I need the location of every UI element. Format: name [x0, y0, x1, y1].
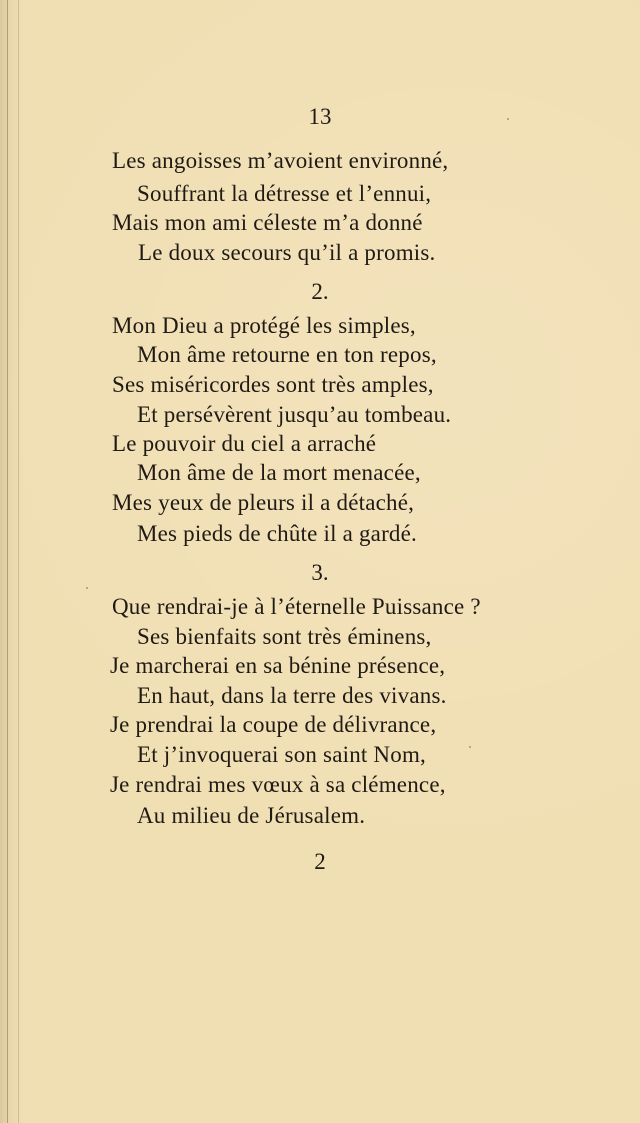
stanza-3-line-4: En haut, dans la terre des vivans.: [137, 683, 447, 708]
stanza-2-line-8: Mes pieds de chûte il a gardé.: [137, 521, 417, 546]
stanza-3-line-2: Ses bienfaits sont très éminens,: [137, 624, 432, 649]
stanza-2-line-4: Et persévèrent jusqu’au tombeau.: [137, 402, 452, 427]
stanza-1-line-2: Souffrant la détresse et l’ennui,: [137, 181, 432, 206]
stanza-3-line-6: Et j’invoquerai son saint Nom,: [137, 742, 426, 767]
stanza-2-line-3: Ses miséricordes sont très amples,: [112, 372, 434, 397]
signature-mark: 2: [314, 849, 326, 874]
stanza-2-line-2: Mon âme retourne en ton repos,: [137, 342, 437, 367]
stanza-3-line-8: Au milieu de Jérusalem.: [137, 803, 366, 828]
stanza-3-line-7: Je rendrai mes vœux à sa clémence,: [110, 772, 446, 797]
stanza-1-line-1: Les angoisses m’avoient environné,: [112, 148, 449, 173]
stanza-3-line-3: Je marcherai en sa bénine présence,: [110, 653, 446, 678]
stanza-2-number: 2.: [311, 279, 329, 304]
stanza-1-line-3: Mais mon ami céleste m’a donné: [112, 210, 423, 235]
page-number: 13: [308, 104, 332, 129]
stanza-3-line-1: Que rendrai-je à l’éternelle Puissance ?: [112, 594, 481, 619]
paper-speck: [507, 118, 509, 120]
stanza-1-line-4: Le doux secours qu’il a promis.: [138, 240, 436, 265]
stanza-3-number: 3.: [311, 560, 329, 585]
paper-speck: [86, 587, 88, 589]
stanza-2-line-5: Le pouvoir du ciel a arraché: [112, 431, 377, 456]
stanza-2-line-7: Mes yeux de pleurs il a détaché,: [112, 490, 415, 515]
stanza-3-line-5: Je prendrai la coupe de délivrance,: [110, 712, 437, 737]
stanza-2-line-6: Mon âme de la mort menacée,: [137, 460, 421, 485]
stanza-2-line-1: Mon Dieu a protégé les simples,: [112, 313, 416, 338]
paper-speck: [469, 746, 471, 748]
